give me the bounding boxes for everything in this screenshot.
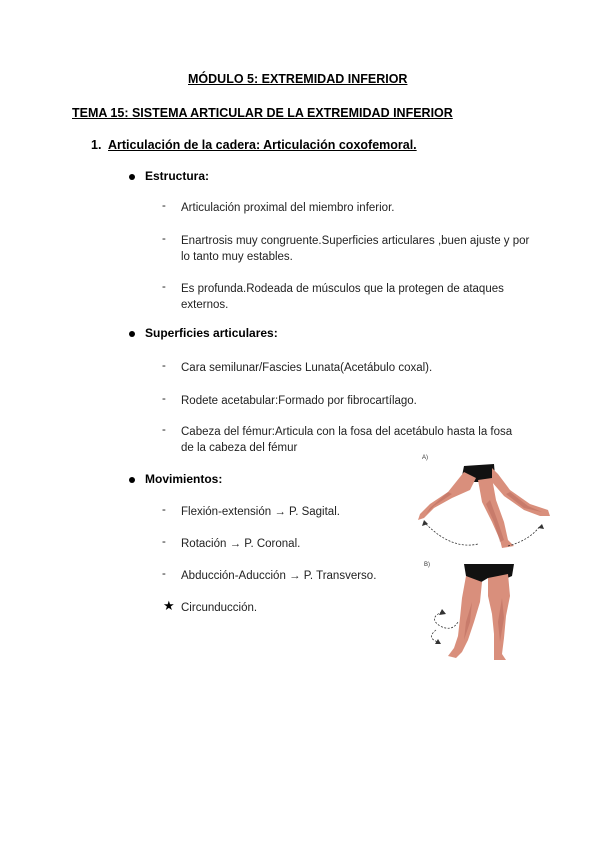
estructura-item-1: Articulación proximal del miembro inferior. <box>181 202 395 214</box>
superficies-heading: Superficies articulares: <box>145 326 278 340</box>
bullet-movimientos <box>129 477 135 483</box>
estructura-heading: Estructura: <box>145 169 210 183</box>
estructura-item-3: Es profunda.Rodeada de músculos que la protegen de ataques externos. <box>181 283 504 311</box>
dash-marker: - <box>162 568 166 580</box>
dash-marker: - <box>162 424 166 436</box>
module-title: MÓDULO 5: EXTREMIDAD INFERIOR <box>188 72 408 86</box>
movimientos-item-2: Rotación → P. Coronal. <box>181 538 301 550</box>
figure-hip-flexion-extension <box>412 460 554 552</box>
figure-hip-rotation <box>422 562 522 664</box>
dash-marker: - <box>162 536 166 548</box>
dash-marker: - <box>162 393 166 405</box>
dash-marker: - <box>162 360 166 372</box>
dash-marker: - <box>162 504 166 516</box>
movimientos-item-1: Flexión-extensión → P. Sagital. <box>181 506 340 518</box>
dash-marker: - <box>162 281 166 293</box>
figure-b-label: B) <box>424 562 430 568</box>
figure-a-label: A) <box>422 455 428 461</box>
section-title: Articulación de la cadera: Articulación coxofemoral. <box>108 138 417 152</box>
dash-marker: - <box>162 200 166 212</box>
topic-title: TEMA 15: SISTEMA ARTICULAR DE LA EXTREMIDAD INFERIOR <box>72 106 453 120</box>
superficies-item-3: Cabeza del fémur:Articula con la fosa del acetábulo hasta la fosa de la cabeza del fémur <box>181 426 513 454</box>
movimientos-heading: Movimientos: <box>145 472 223 486</box>
movimientos-item-3: Abducción-Aducción → P. Transverso. <box>181 570 377 582</box>
superficies-item-2: Rodete acetabular:Formado por fibrocartílago. <box>181 395 417 407</box>
movimientos-star-item: Circunducción. <box>181 602 258 614</box>
star-icon: ★ <box>163 598 175 613</box>
section-number: 1. <box>91 138 102 152</box>
estructura-item-2: Enartrosis muy congruente.Superficies articulares ,buen ajuste y por lo tanto muy estables. <box>181 235 530 263</box>
bullet-superficies <box>129 331 135 337</box>
superficies-item-1: Cara semilunar/Fascies Lunata(Acetábulo coxal). <box>181 362 433 374</box>
dash-marker: - <box>162 233 166 245</box>
bullet-estructura <box>129 174 135 180</box>
